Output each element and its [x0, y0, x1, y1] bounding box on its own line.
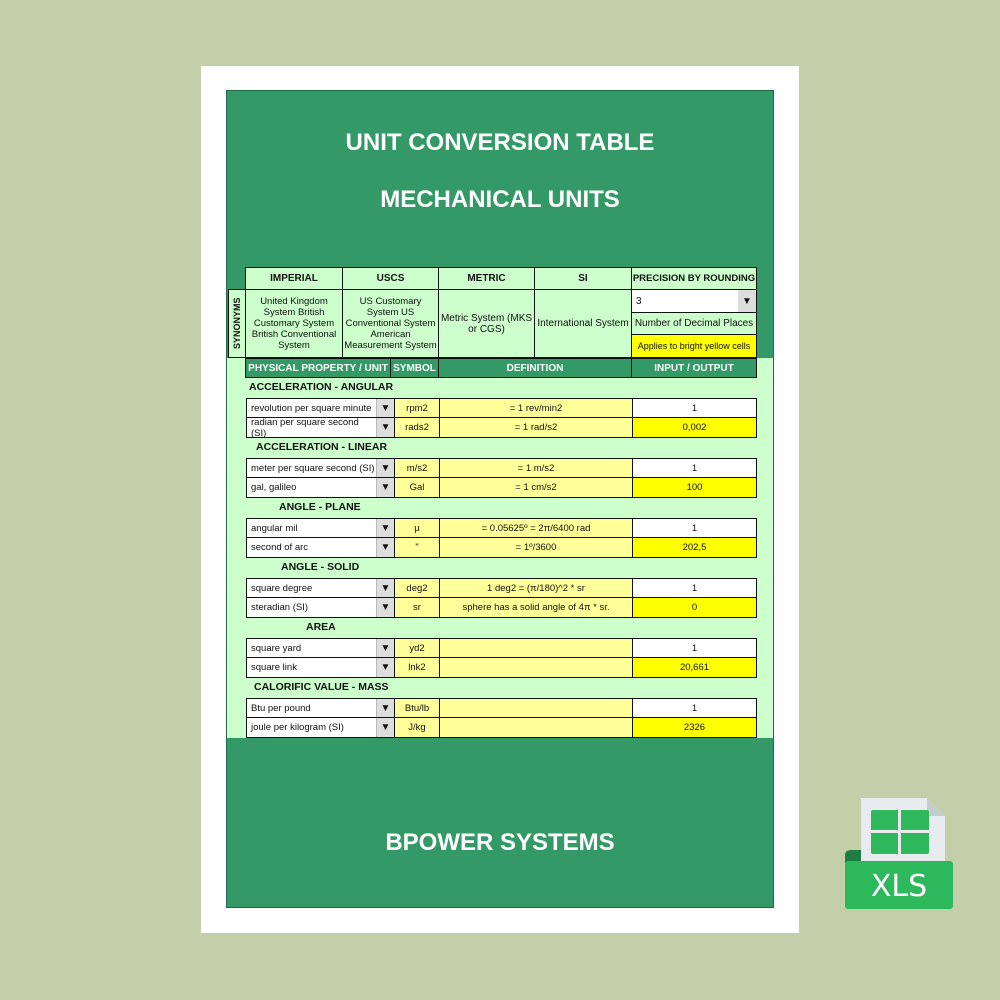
- column-header-unit: PHYSICAL PROPERTY / UNIT: [245, 358, 391, 378]
- chevron-down-icon[interactable]: ▼: [376, 399, 394, 417]
- table-row: [246, 658, 757, 678]
- unit-name: revolution per square minute: [251, 402, 372, 414]
- unit-name: second of arc: [251, 542, 309, 553]
- unit-dropdown[interactable]: [247, 579, 395, 597]
- unit-symbol: lnk2: [395, 658, 440, 677]
- unit-dropdown[interactable]: [247, 718, 395, 737]
- chevron-down-icon[interactable]: ▼: [376, 459, 394, 477]
- unit-dropdown[interactable]: [247, 459, 395, 477]
- table-row: [246, 518, 757, 538]
- input-value[interactable]: 1: [633, 579, 756, 597]
- unit-symbol: Btu/lb: [395, 699, 440, 717]
- unit-name: Btu per pound: [251, 702, 311, 714]
- section-title: ACCELERATION - LINEAR: [256, 441, 388, 453]
- column-header-definition: DEFINITION: [438, 358, 632, 378]
- synonyms-metric: Metric System (MKS or CGS): [438, 289, 535, 358]
- unit-dropdown[interactable]: [247, 478, 395, 497]
- header-precision: PRECISION BY ROUNDING: [631, 267, 757, 290]
- synonyms-uscs: US Customary System US Conventional System American Measurement System: [342, 289, 439, 358]
- chevron-down-icon[interactable]: ▼: [376, 478, 394, 497]
- unit-definition: [440, 639, 633, 657]
- unit-symbol: rpm2: [395, 399, 440, 417]
- unit-name: steradian (SI): [251, 602, 309, 613]
- unit-symbol: µ: [395, 519, 440, 537]
- table-row: [246, 418, 757, 438]
- unit-symbol: rads2: [395, 418, 440, 437]
- unit-definition: = 1 cm/s2: [440, 478, 633, 497]
- input-value[interactable]: 1: [633, 639, 756, 657]
- synonyms-si: International System: [534, 289, 632, 358]
- chevron-down-icon[interactable]: ▼: [376, 639, 394, 657]
- unit-name: square yard: [251, 642, 302, 654]
- unit-dropdown[interactable]: [247, 399, 395, 417]
- page-subtitle: MECHANICAL UNITS: [380, 186, 620, 213]
- spreadsheet-preview: [226, 90, 774, 908]
- unit-symbol: deg2: [395, 579, 440, 597]
- chevron-down-icon[interactable]: ▼: [376, 718, 394, 737]
- column-header-symbol: SYMBOL: [390, 358, 439, 378]
- synonyms-imperial: United Kingdom System British Customary System British Conventional System: [245, 289, 343, 358]
- unit-symbol: J/kg: [395, 718, 440, 737]
- table-row: [246, 638, 757, 658]
- xls-file-icon: [845, 795, 955, 910]
- unit-name: square degree: [251, 582, 313, 594]
- section-title: AREA: [306, 621, 336, 633]
- chevron-down-icon[interactable]: ▼: [376, 579, 394, 597]
- input-value[interactable]: 1: [633, 519, 756, 537]
- unit-symbol: sr: [395, 598, 440, 617]
- unit-definition: [440, 658, 633, 677]
- section: [227, 438, 773, 498]
- synonyms-label: SYNONYMS: [228, 289, 247, 358]
- unit-name: meter per square second (SI): [251, 462, 375, 474]
- unit-name: square link: [251, 662, 297, 673]
- chevron-down-icon[interactable]: ▼: [376, 418, 394, 437]
- unit-symbol: yd2: [395, 639, 440, 657]
- chevron-down-icon[interactable]: ▼: [376, 519, 394, 537]
- table-row: [246, 598, 757, 618]
- header-metric: METRIC: [438, 267, 535, 290]
- unit-symbol: m/s2: [395, 459, 440, 477]
- unit-definition: [440, 699, 633, 717]
- table-row: [246, 538, 757, 558]
- chevron-down-icon[interactable]: ▼: [376, 699, 394, 717]
- chevron-down-icon[interactable]: ▼: [376, 658, 394, 677]
- unit-definition: = 0.05625º = 2π/6400 rad: [440, 519, 633, 537]
- section-title: CALORIFIC VALUE - MASS: [254, 681, 389, 693]
- section: [227, 558, 773, 618]
- chevron-down-icon[interactable]: ▼: [376, 598, 394, 617]
- unit-name: radian per square second (SI): [251, 416, 359, 439]
- header-uscs: USCS: [342, 267, 439, 290]
- unit-definition: = 1 m/s2: [440, 459, 633, 477]
- table-row: [246, 718, 757, 738]
- unit-name: joule per kilogram (SI): [251, 722, 344, 733]
- output-value: 100: [633, 478, 756, 497]
- section-title: ANGLE - PLANE: [279, 501, 361, 513]
- output-value: 20,661: [633, 658, 756, 677]
- unit-definition: [440, 718, 633, 737]
- unit-dropdown[interactable]: [247, 598, 395, 617]
- unit-definition: = 1 rev/min2: [440, 399, 633, 417]
- unit-dropdown[interactable]: [247, 418, 395, 437]
- unit-definition: sphere has a solid angle of 4π * sr.: [440, 598, 633, 617]
- table-row: [246, 458, 757, 478]
- unit-name: gal, galileo: [251, 482, 297, 493]
- table-row: [246, 698, 757, 718]
- unit-dropdown[interactable]: [247, 519, 395, 537]
- column-header-io: INPUT / OUTPUT: [631, 358, 757, 378]
- precision-dropdown[interactable]: [631, 289, 757, 313]
- input-value[interactable]: 1: [633, 459, 756, 477]
- section: [227, 378, 773, 438]
- chevron-down-icon[interactable]: ▼: [376, 538, 394, 557]
- output-value: 2326: [633, 718, 756, 737]
- page-title: UNIT CONVERSION TABLE: [345, 129, 655, 156]
- section: [227, 498, 773, 558]
- chevron-down-icon[interactable]: ▼: [738, 290, 756, 312]
- output-value: 0: [633, 598, 756, 617]
- table-row: [246, 578, 757, 598]
- unit-definition: = 1º/3600: [440, 538, 633, 557]
- output-value: 202,5: [633, 538, 756, 557]
- section-title: ANGLE - SOLID: [281, 561, 360, 573]
- header-si: SI: [534, 267, 632, 290]
- unit-dropdown[interactable]: [247, 699, 395, 717]
- unit-symbol: Gal: [395, 478, 440, 497]
- unit-definition: 1 deg2 = (π/180)^2 * sr: [440, 579, 633, 597]
- unit-dropdown[interactable]: [247, 639, 395, 657]
- unit-name: angular mil: [251, 522, 298, 534]
- unit-definition: = 1 rad/s2: [440, 418, 633, 437]
- table-row: [246, 398, 757, 418]
- precision-label: Number of Decimal Places: [631, 312, 757, 335]
- input-value[interactable]: 1: [633, 399, 756, 417]
- precision-value: 3: [636, 295, 642, 307]
- table-row: [246, 478, 757, 498]
- unit-dropdown[interactable]: [247, 658, 395, 677]
- unit-dropdown[interactable]: [247, 538, 395, 557]
- header-imperial: IMPERIAL: [245, 267, 343, 290]
- output-value: 0,002: [633, 418, 756, 437]
- xls-label: XLS: [870, 869, 928, 904]
- precision-note: Applies to bright yellow cells: [631, 334, 757, 358]
- section-title: ACCELERATION - ANGULAR: [249, 381, 394, 393]
- input-value[interactable]: 1: [633, 699, 756, 717]
- footer-brand: BPOWER SYSTEMS: [385, 829, 615, 856]
- section: [227, 618, 773, 678]
- unit-symbol: ": [395, 538, 440, 557]
- conversion-table: [227, 358, 773, 738]
- section: [227, 678, 773, 738]
